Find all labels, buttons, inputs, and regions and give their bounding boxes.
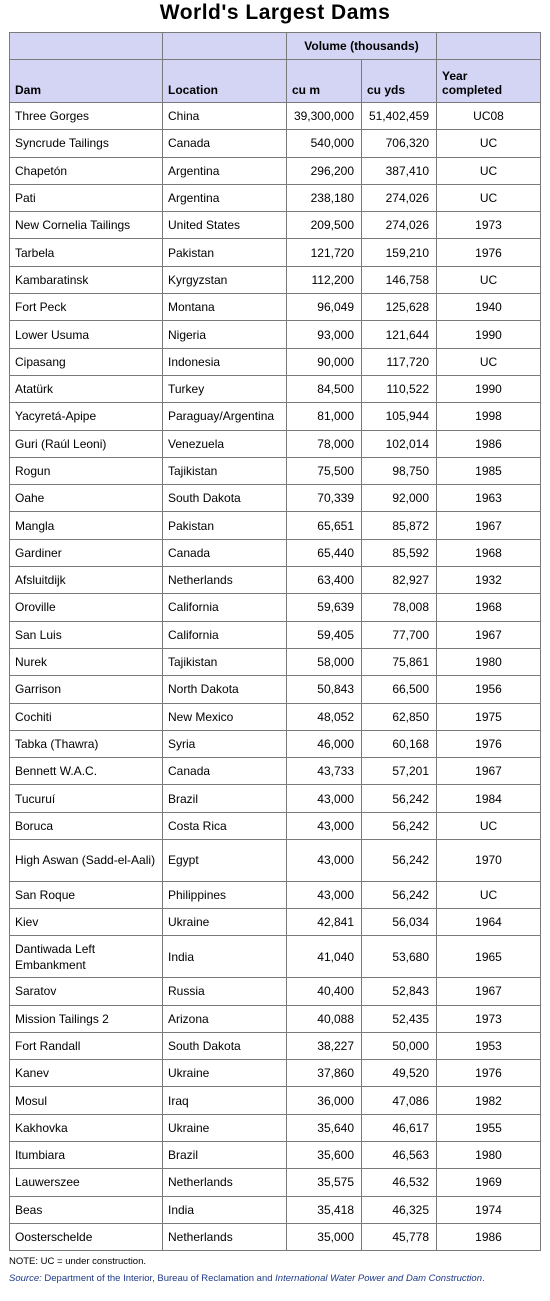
- dam-cell: Nurek: [10, 648, 163, 675]
- cu-yds-cell: 56,242: [362, 840, 437, 882]
- table-row: [10, 239, 541, 266]
- year-cell: 1967: [437, 621, 541, 648]
- year-cell: 1984: [437, 785, 541, 812]
- year-cell: 1969: [437, 1169, 541, 1196]
- year-cell: 1965: [437, 936, 541, 978]
- location-cell: Canada: [163, 539, 287, 566]
- location-cell: Paraguay/Argentina: [163, 403, 287, 430]
- table-row: [10, 1196, 541, 1223]
- cu-m-cell: 238,180: [287, 184, 362, 211]
- cu-m-cell: 40,400: [287, 978, 362, 1005]
- year-cell: 1982: [437, 1087, 541, 1114]
- dam-cell: Chapetón: [10, 157, 163, 184]
- header-row-group: [10, 33, 541, 60]
- dam-cell: Afsluitdijk: [10, 567, 163, 594]
- year-cell: UC: [437, 157, 541, 184]
- cu-yds-cell: 46,325: [362, 1196, 437, 1223]
- table-row: [10, 403, 541, 430]
- cu-yds-cell: 274,026: [362, 212, 437, 239]
- year-cell: 1973: [437, 1005, 541, 1032]
- table-row: [10, 1169, 541, 1196]
- dam-cell: Fort Randall: [10, 1032, 163, 1059]
- source-label: Source:: [9, 1273, 42, 1284]
- dam-cell: Dantiwada Left Embankment: [10, 936, 163, 978]
- cu-yds-cell: 52,435: [362, 1005, 437, 1032]
- dam-cell: Lauwerszee: [10, 1169, 163, 1196]
- table-row: [10, 676, 541, 703]
- dam-cell: Bennett W.A.C.: [10, 758, 163, 785]
- header-row-columns: [10, 60, 541, 103]
- dam-cell: Kanev: [10, 1060, 163, 1087]
- header-dam: Dam: [10, 60, 163, 103]
- dam-cell: Tarbela: [10, 239, 163, 266]
- table-row: [10, 294, 541, 321]
- table-row: [10, 758, 541, 785]
- header-volume-group: Volume (thousands): [287, 33, 437, 60]
- cu-m-cell: 39,300,000: [287, 103, 362, 130]
- page-title: World's Largest Dams: [159, 1, 391, 24]
- year-cell: 1976: [437, 1060, 541, 1087]
- cu-m-cell: 38,227: [287, 1032, 362, 1059]
- dam-cell: Mangla: [10, 512, 163, 539]
- table-row: [10, 703, 541, 730]
- header-year-completed: [437, 60, 541, 103]
- table-row: [10, 785, 541, 812]
- location-cell: Philippines: [163, 881, 287, 908]
- dam-cell: San Luis: [10, 621, 163, 648]
- location-cell: Costa Rica: [163, 812, 287, 839]
- location-cell: Pakistan: [163, 512, 287, 539]
- dam-cell: Fort Peck: [10, 294, 163, 321]
- year-cell: 1986: [437, 430, 541, 457]
- location-cell: Syria: [163, 730, 287, 757]
- location-cell: Venezuela: [163, 430, 287, 457]
- dam-cell: Boruca: [10, 812, 163, 839]
- dam-cell: Tucuruí: [10, 785, 163, 812]
- table-row: [10, 266, 541, 293]
- year-cell: 1963: [437, 485, 541, 512]
- cu-yds-cell: 85,872: [362, 512, 437, 539]
- header-blank-location: [163, 33, 287, 60]
- cu-yds-cell: 45,778: [362, 1223, 437, 1250]
- cu-yds-cell: 98,750: [362, 457, 437, 484]
- table-row: [10, 348, 541, 375]
- cu-yds-cell: 66,500: [362, 676, 437, 703]
- cu-m-cell: 48,052: [287, 703, 362, 730]
- table-row: [10, 212, 541, 239]
- cu-yds-cell: 56,242: [362, 785, 437, 812]
- footnote-note: NOTE: UC = under construction.: [9, 1256, 147, 1267]
- year-cell: UC: [437, 348, 541, 375]
- location-cell: North Dakota: [163, 676, 287, 703]
- cu-yds-cell: 85,592: [362, 539, 437, 566]
- location-cell: China: [163, 103, 287, 130]
- cu-m-cell: 43,000: [287, 785, 362, 812]
- cu-yds-cell: 57,201: [362, 758, 437, 785]
- location-cell: Russia: [163, 978, 287, 1005]
- year-cell: UC: [437, 266, 541, 293]
- dam-cell: Kiev: [10, 909, 163, 936]
- year-cell: 1974: [437, 1196, 541, 1223]
- location-cell: Kyrgyzstan: [163, 266, 287, 293]
- location-cell: New Mexico: [163, 703, 287, 730]
- cu-yds-cell: 56,242: [362, 812, 437, 839]
- cu-m-cell: 84,500: [287, 375, 362, 402]
- cu-yds-cell: 121,644: [362, 321, 437, 348]
- year-cell: UC: [437, 130, 541, 157]
- cu-yds-cell: 706,320: [362, 130, 437, 157]
- location-cell: California: [163, 594, 287, 621]
- table-row: [10, 936, 541, 978]
- cu-m-cell: 40,088: [287, 1005, 362, 1032]
- dam-cell: Mission Tailings 2: [10, 1005, 163, 1032]
- location-cell: Brazil: [163, 1141, 287, 1168]
- cu-m-cell: 37,860: [287, 1060, 362, 1087]
- dam-cell: Mosul: [10, 1087, 163, 1114]
- cu-m-cell: 70,339: [287, 485, 362, 512]
- header-blank-year: [437, 33, 541, 60]
- dam-cell: Tabka (Thawra): [10, 730, 163, 757]
- cu-m-cell: 78,000: [287, 430, 362, 457]
- cu-yds-cell: 82,927: [362, 567, 437, 594]
- table-row: [10, 1087, 541, 1114]
- cu-m-cell: 35,600: [287, 1141, 362, 1168]
- dam-cell: Syncrude Tailings: [10, 130, 163, 157]
- year-cell: 1955: [437, 1114, 541, 1141]
- table-row: [10, 621, 541, 648]
- cu-m-cell: 43,733: [287, 758, 362, 785]
- footnote-source: [9, 1273, 485, 1284]
- cu-m-cell: 90,000: [287, 348, 362, 375]
- location-cell: Montana: [163, 294, 287, 321]
- source-text: Department of the Interior, Bureau of Reclamation and: [41, 1273, 276, 1284]
- year-cell: 1967: [437, 978, 541, 1005]
- dam-cell: Lower Usuma: [10, 321, 163, 348]
- cu-m-cell: 50,843: [287, 676, 362, 703]
- year-cell: 1967: [437, 758, 541, 785]
- header-cu-m: cu m: [287, 60, 362, 103]
- table-header: [10, 33, 541, 103]
- dam-cell: Cipasang: [10, 348, 163, 375]
- cu-m-cell: 65,651: [287, 512, 362, 539]
- dam-cell: Oahe: [10, 485, 163, 512]
- location-cell: South Dakota: [163, 485, 287, 512]
- source-publication: International Water Power and Dam Construction: [275, 1273, 482, 1284]
- location-cell: Argentina: [163, 184, 287, 211]
- year-cell: 1976: [437, 239, 541, 266]
- cu-yds-cell: 159,210: [362, 239, 437, 266]
- location-cell: Brazil: [163, 785, 287, 812]
- table-row: [10, 567, 541, 594]
- table-row: [10, 184, 541, 211]
- dam-cell: Gardiner: [10, 539, 163, 566]
- table-row: [10, 1223, 541, 1250]
- location-cell: Arizona: [163, 1005, 287, 1032]
- table-body: [10, 103, 541, 1251]
- year-cell: 1940: [437, 294, 541, 321]
- year-cell: UC: [437, 812, 541, 839]
- cu-yds-cell: 77,700: [362, 621, 437, 648]
- table-row: [10, 812, 541, 839]
- table-row: [10, 594, 541, 621]
- dam-cell: Yacyretá-Apipe: [10, 403, 163, 430]
- table-row: [10, 485, 541, 512]
- table-row: [10, 512, 541, 539]
- year-cell: 1990: [437, 321, 541, 348]
- cu-m-cell: 121,720: [287, 239, 362, 266]
- dam-cell: Rogun: [10, 457, 163, 484]
- location-cell: Canada: [163, 130, 287, 157]
- year-cell: 1998: [437, 403, 541, 430]
- cu-yds-cell: 102,014: [362, 430, 437, 457]
- year-cell: 1980: [437, 1141, 541, 1168]
- cu-yds-cell: 52,843: [362, 978, 437, 1005]
- location-cell: India: [163, 936, 287, 978]
- header-year-line1: Year: [442, 69, 468, 83]
- cu-yds-cell: 125,628: [362, 294, 437, 321]
- cu-m-cell: 35,000: [287, 1223, 362, 1250]
- cu-yds-cell: 46,532: [362, 1169, 437, 1196]
- cu-yds-cell: 46,617: [362, 1114, 437, 1141]
- cu-yds-cell: 146,758: [362, 266, 437, 293]
- year-cell: UC: [437, 881, 541, 908]
- year-cell: 1975: [437, 703, 541, 730]
- cu-m-cell: 81,000: [287, 403, 362, 430]
- dam-cell: Beas: [10, 1196, 163, 1223]
- dam-cell: Oosterschelde: [10, 1223, 163, 1250]
- cu-m-cell: 46,000: [287, 730, 362, 757]
- cu-yds-cell: 53,680: [362, 936, 437, 978]
- location-cell: Tajikistan: [163, 648, 287, 675]
- cu-m-cell: 59,639: [287, 594, 362, 621]
- dam-cell: Garrison: [10, 676, 163, 703]
- location-cell: Netherlands: [163, 1169, 287, 1196]
- cu-m-cell: 540,000: [287, 130, 362, 157]
- dam-cell: Guri (Raúl Leoni): [10, 430, 163, 457]
- cu-yds-cell: 110,522: [362, 375, 437, 402]
- cu-m-cell: 41,040: [287, 936, 362, 978]
- cu-m-cell: 209,500: [287, 212, 362, 239]
- location-cell: Canada: [163, 758, 287, 785]
- table-row: [10, 1114, 541, 1141]
- source-end: .: [482, 1273, 485, 1284]
- header-location: Location: [163, 60, 287, 103]
- table-row: [10, 539, 541, 566]
- table-row: [10, 730, 541, 757]
- table-row: [10, 1060, 541, 1087]
- cu-m-cell: 59,405: [287, 621, 362, 648]
- cu-m-cell: 35,640: [287, 1114, 362, 1141]
- location-cell: Nigeria: [163, 321, 287, 348]
- dam-cell: San Roque: [10, 881, 163, 908]
- table-row: [10, 1005, 541, 1032]
- cu-m-cell: 65,440: [287, 539, 362, 566]
- location-cell: South Dakota: [163, 1032, 287, 1059]
- cu-m-cell: 42,841: [287, 909, 362, 936]
- cu-m-cell: 96,049: [287, 294, 362, 321]
- location-cell: Ukraine: [163, 1114, 287, 1141]
- location-cell: India: [163, 1196, 287, 1223]
- cu-m-cell: 112,200: [287, 266, 362, 293]
- year-cell: 1986: [437, 1223, 541, 1250]
- year-cell: 1932: [437, 567, 541, 594]
- year-cell: 1968: [437, 594, 541, 621]
- cu-yds-cell: 49,520: [362, 1060, 437, 1087]
- dam-cell: Atatürk: [10, 375, 163, 402]
- dam-cell: Itumbiara: [10, 1141, 163, 1168]
- cu-yds-cell: 51,402,459: [362, 103, 437, 130]
- cu-yds-cell: 274,026: [362, 184, 437, 211]
- location-cell: Pakistan: [163, 239, 287, 266]
- cu-m-cell: 58,000: [287, 648, 362, 675]
- cu-m-cell: 36,000: [287, 1087, 362, 1114]
- cu-yds-cell: 56,034: [362, 909, 437, 936]
- table-row: [10, 103, 541, 130]
- year-cell: 1976: [437, 730, 541, 757]
- dam-cell: Oroville: [10, 594, 163, 621]
- cu-yds-cell: 117,720: [362, 348, 437, 375]
- cu-m-cell: 63,400: [287, 567, 362, 594]
- header-blank-dam: [10, 33, 163, 60]
- table-row: [10, 130, 541, 157]
- year-cell: 1973: [437, 212, 541, 239]
- cu-yds-cell: 47,086: [362, 1087, 437, 1114]
- cu-yds-cell: 46,563: [362, 1141, 437, 1168]
- dam-cell: Kakhovka: [10, 1114, 163, 1141]
- table-row: [10, 157, 541, 184]
- location-cell: United States: [163, 212, 287, 239]
- table-row: [10, 1032, 541, 1059]
- year-cell: UC08: [437, 103, 541, 130]
- dam-cell: Pati: [10, 184, 163, 211]
- table-row: [10, 648, 541, 675]
- location-cell: Netherlands: [163, 1223, 287, 1250]
- year-cell: 1968: [437, 539, 541, 566]
- dam-cell: Cochiti: [10, 703, 163, 730]
- location-cell: Egypt: [163, 840, 287, 882]
- cu-yds-cell: 56,242: [362, 881, 437, 908]
- cu-m-cell: 35,575: [287, 1169, 362, 1196]
- cu-m-cell: 75,500: [287, 457, 362, 484]
- cu-yds-cell: 92,000: [362, 485, 437, 512]
- cu-yds-cell: 105,944: [362, 403, 437, 430]
- table-row: [10, 909, 541, 936]
- dam-cell: Kambaratinsk: [10, 266, 163, 293]
- dam-cell: Saratov: [10, 978, 163, 1005]
- dam-cell: High Aswan (Sadd-el-Aali): [10, 840, 163, 882]
- year-cell: 1990: [437, 375, 541, 402]
- location-cell: Tajikistan: [163, 457, 287, 484]
- year-cell: 1970: [437, 840, 541, 882]
- cu-m-cell: 43,000: [287, 840, 362, 882]
- cu-m-cell: 35,418: [287, 1196, 362, 1223]
- cu-m-cell: 93,000: [287, 321, 362, 348]
- location-cell: Iraq: [163, 1087, 287, 1114]
- dam-cell: New Cornelia Tailings: [10, 212, 163, 239]
- year-cell: 1980: [437, 648, 541, 675]
- table-row: [10, 881, 541, 908]
- table-row: [10, 457, 541, 484]
- cu-yds-cell: 60,168: [362, 730, 437, 757]
- dams-table: [9, 32, 541, 1251]
- location-cell: Ukraine: [163, 909, 287, 936]
- cu-m-cell: 43,000: [287, 881, 362, 908]
- location-cell: California: [163, 621, 287, 648]
- location-cell: Ukraine: [163, 1060, 287, 1087]
- cu-m-cell: 43,000: [287, 812, 362, 839]
- year-cell: UC: [437, 184, 541, 211]
- location-cell: Indonesia: [163, 348, 287, 375]
- year-cell: 1967: [437, 512, 541, 539]
- cu-yds-cell: 50,000: [362, 1032, 437, 1059]
- year-cell: 1964: [437, 909, 541, 936]
- table-row: [10, 1141, 541, 1168]
- cu-yds-cell: 75,861: [362, 648, 437, 675]
- location-cell: Netherlands: [163, 567, 287, 594]
- cu-yds-cell: 62,850: [362, 703, 437, 730]
- table-row: [10, 321, 541, 348]
- table-row: [10, 375, 541, 402]
- cu-yds-cell: 387,410: [362, 157, 437, 184]
- header-year-line2: completed: [442, 83, 503, 97]
- location-cell: Turkey: [163, 375, 287, 402]
- location-cell: Argentina: [163, 157, 287, 184]
- year-cell: 1953: [437, 1032, 541, 1059]
- table-row: [10, 840, 541, 882]
- header-cu-yds: cu yds: [362, 60, 437, 103]
- table-row: [10, 430, 541, 457]
- dam-cell: Three Gorges: [10, 103, 163, 130]
- cu-m-cell: 296,200: [287, 157, 362, 184]
- year-cell: 1956: [437, 676, 541, 703]
- year-cell: 1985: [437, 457, 541, 484]
- cu-yds-cell: 78,008: [362, 594, 437, 621]
- table-row: [10, 978, 541, 1005]
